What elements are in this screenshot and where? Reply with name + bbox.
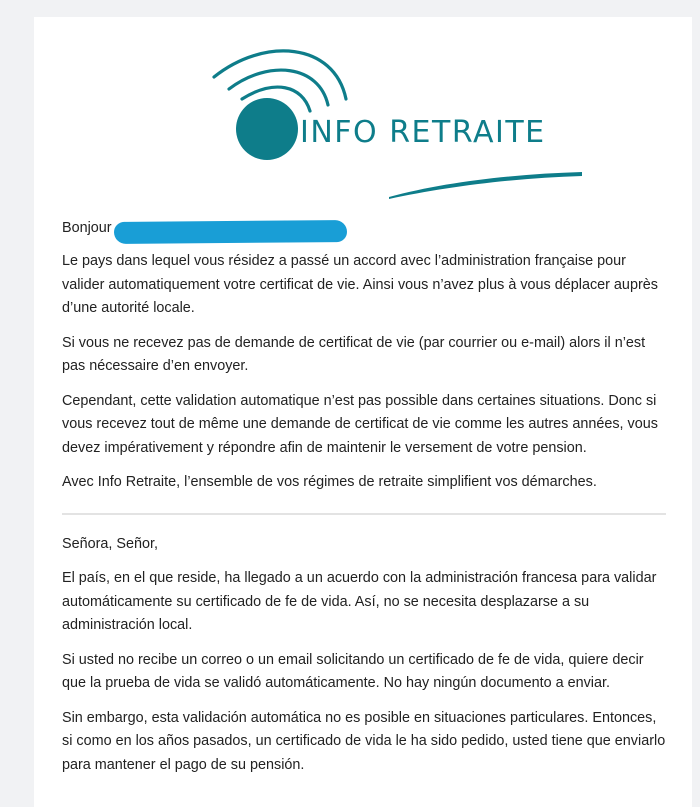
spanish-paragraph: Si usted no recibe un correo o un email solicitando un certificado de fe de vida, quiere decir que la prueba de vida se validó automáticamente. No hay ningún documento a enviar. xyxy=(62,651,644,691)
spanish-paragraph: El país, en el que reside, ha llegado a un acuerdo con la administración francesa para validar automáticamente su certificado de fe de vida. Así, no se necesita desplazarse a su administración local. xyxy=(62,570,657,633)
brand-name: INFO RETRAITE xyxy=(300,115,546,150)
email-body xyxy=(34,17,692,807)
french-paragraph: Cependant, cette validation automatique n’est pas possible dans certaines situations. Donc si vous recevez tout de même une demande de certificat de vie comme les autres années, vous devez impérativement y répondre afin de maintenir le versement de votre pension. xyxy=(62,392,658,456)
redacted-recipient-name xyxy=(114,220,347,244)
french-greeting xyxy=(62,217,668,241)
french-paragraph: Le pays dans lequel vous résidez a passé un accord avec l’administration française pour valider automatiquement votre certificat de vie. Ainsi vous n’avez plus à vous déplacer auprès d’une autorité locale. xyxy=(62,253,658,316)
spanish-greeting: Señora, Señor, xyxy=(62,535,159,552)
spanish-paragraph: Sin embargo, esta validación automática no es posible en situaciones particulares. Entonces, si como en los años pasados, un certificado de vida le ha sido pedido, usted tiene que enviarlo para mantener el pago de su pensión. xyxy=(62,709,666,773)
message-content xyxy=(62,217,668,788)
info-retraite-logo xyxy=(204,37,604,212)
french-paragraph: Avec Info Retraite, l’ensemble de vos régimes de retraite simplifient vos démarches. xyxy=(62,474,597,490)
language-divider xyxy=(62,513,666,515)
french-paragraph: Si vous ne recevez pas de demande de certificat de vie (par courrier ou e-mail) alors il n’est pas nécessaire d’en envoyer. xyxy=(62,334,646,374)
greeting-text: Bonjour xyxy=(62,220,112,236)
